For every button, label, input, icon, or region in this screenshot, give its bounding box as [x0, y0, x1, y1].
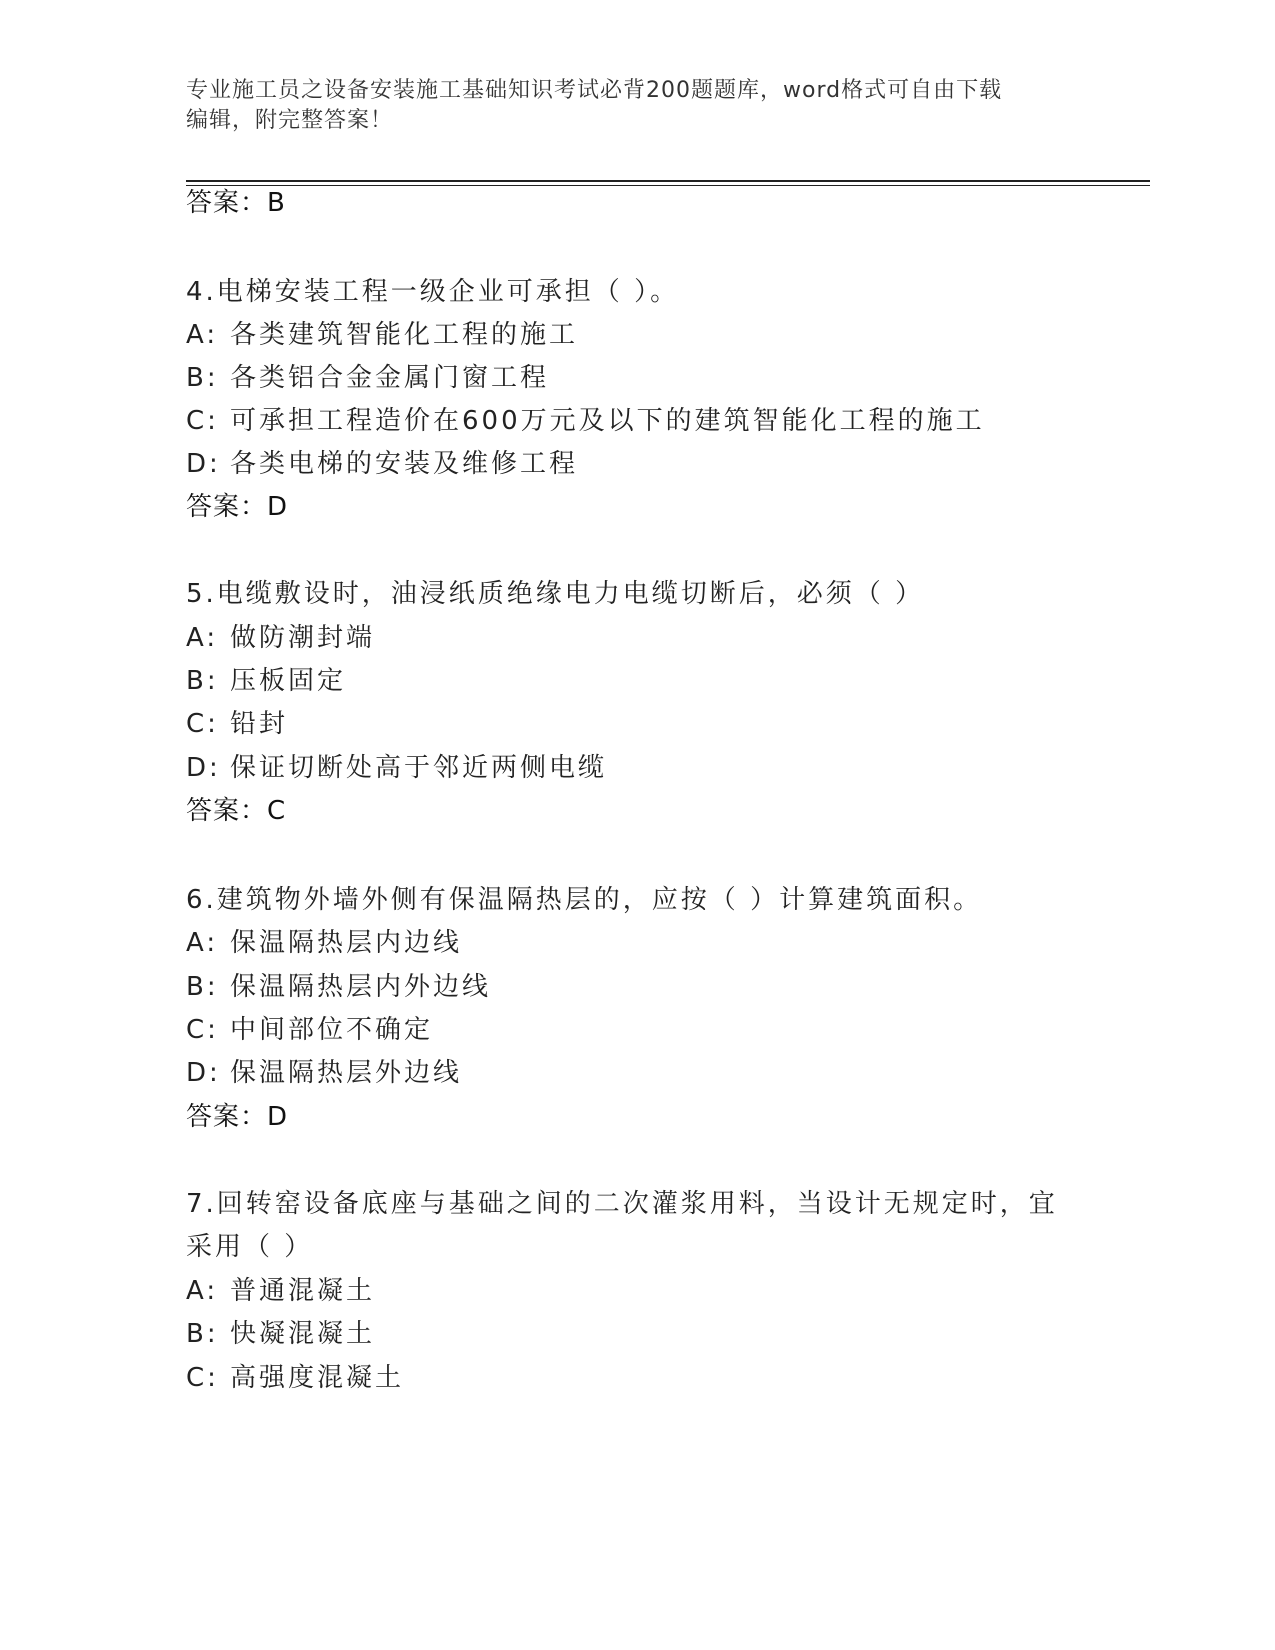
option-key: C:	[186, 406, 219, 436]
option-a	[186, 927, 462, 959]
option-key: D:	[186, 449, 221, 479]
option-b	[186, 665, 346, 697]
option-key: B:	[186, 1319, 219, 1349]
option-text: 快凝混凝土	[230, 1319, 376, 1349]
question-stem: 5.电缆敷设时，油浸纸质绝缘电力电缆切断后，必须（ ）	[186, 579, 925, 609]
option-b	[186, 1318, 375, 1350]
option-key: B:	[186, 666, 219, 696]
option-key: B:	[186, 363, 219, 393]
option-text: 各类铝合金金属门窗工程	[230, 363, 550, 393]
option-key: C:	[186, 709, 219, 739]
option-text: 高强度混凝土	[230, 1363, 405, 1393]
option-c	[186, 1014, 433, 1046]
option-text: 中间部位不确定	[230, 1015, 434, 1045]
option-key: A:	[186, 623, 219, 653]
option-b	[186, 362, 549, 394]
header-rule-thin	[186, 185, 1150, 186]
answer-line: 答案：D	[186, 492, 289, 522]
option-c	[186, 405, 985, 437]
answer-line: 答案：C	[186, 796, 287, 826]
question-stem: 4.电梯安装工程一级企业可承担（ ）。	[186, 277, 680, 307]
answer-line: 答案：B	[186, 188, 286, 218]
option-text: 保温隔热层内外边线	[230, 972, 492, 1002]
option-a	[186, 319, 578, 351]
header-line-1: 专业施工员之设备安装施工基础知识考试必背200题题库，word格式可自由下载	[186, 78, 1003, 103]
option-key: A:	[186, 1276, 219, 1306]
option-d	[186, 752, 607, 784]
option-text: 做防潮封端	[230, 623, 376, 653]
option-text: 保证切断处高于邻近两侧电缆	[230, 753, 608, 783]
option-a	[186, 1275, 375, 1307]
header-rule-thick	[186, 180, 1150, 182]
option-text: 保温隔热层外边线	[230, 1058, 463, 1088]
option-key: A:	[186, 320, 219, 350]
option-key: A:	[186, 928, 219, 958]
header-line-2: 编辑，附完整答案！	[186, 108, 394, 133]
option-text: 铅封	[230, 709, 289, 739]
option-c	[186, 708, 288, 740]
option-d	[186, 448, 578, 480]
option-b	[186, 971, 491, 1003]
option-key: D:	[186, 753, 221, 783]
answer-line: 答案：D	[186, 1102, 289, 1132]
option-text: 各类电梯的安装及维修工程	[230, 449, 579, 479]
question-stem: 7.回转窑设备底座与基础之间的二次灌浆用料，当设计无规定时，宜	[186, 1189, 1058, 1219]
option-text: 保温隔热层内边线	[230, 928, 463, 958]
option-key: B:	[186, 972, 219, 1002]
option-key: D:	[186, 1058, 221, 1088]
option-key: C:	[186, 1015, 219, 1045]
option-text: 可承担工程造价在600万元及以下的建筑智能化工程的施工	[230, 406, 985, 436]
question-stem-continued: 采用（ ）	[186, 1232, 314, 1262]
question-stem: 6.建筑物外墙外侧有保温隔热层的，应按（ ）计算建筑面积。	[186, 885, 983, 915]
option-text: 各类建筑智能化工程的施工	[230, 320, 579, 350]
document-header	[186, 76, 1086, 136]
option-d	[186, 1057, 462, 1089]
option-c	[186, 1362, 404, 1394]
option-text: 普通混凝土	[230, 1276, 376, 1306]
option-key: C:	[186, 1363, 219, 1393]
option-text: 压板固定	[230, 666, 347, 696]
option-a	[186, 622, 375, 654]
